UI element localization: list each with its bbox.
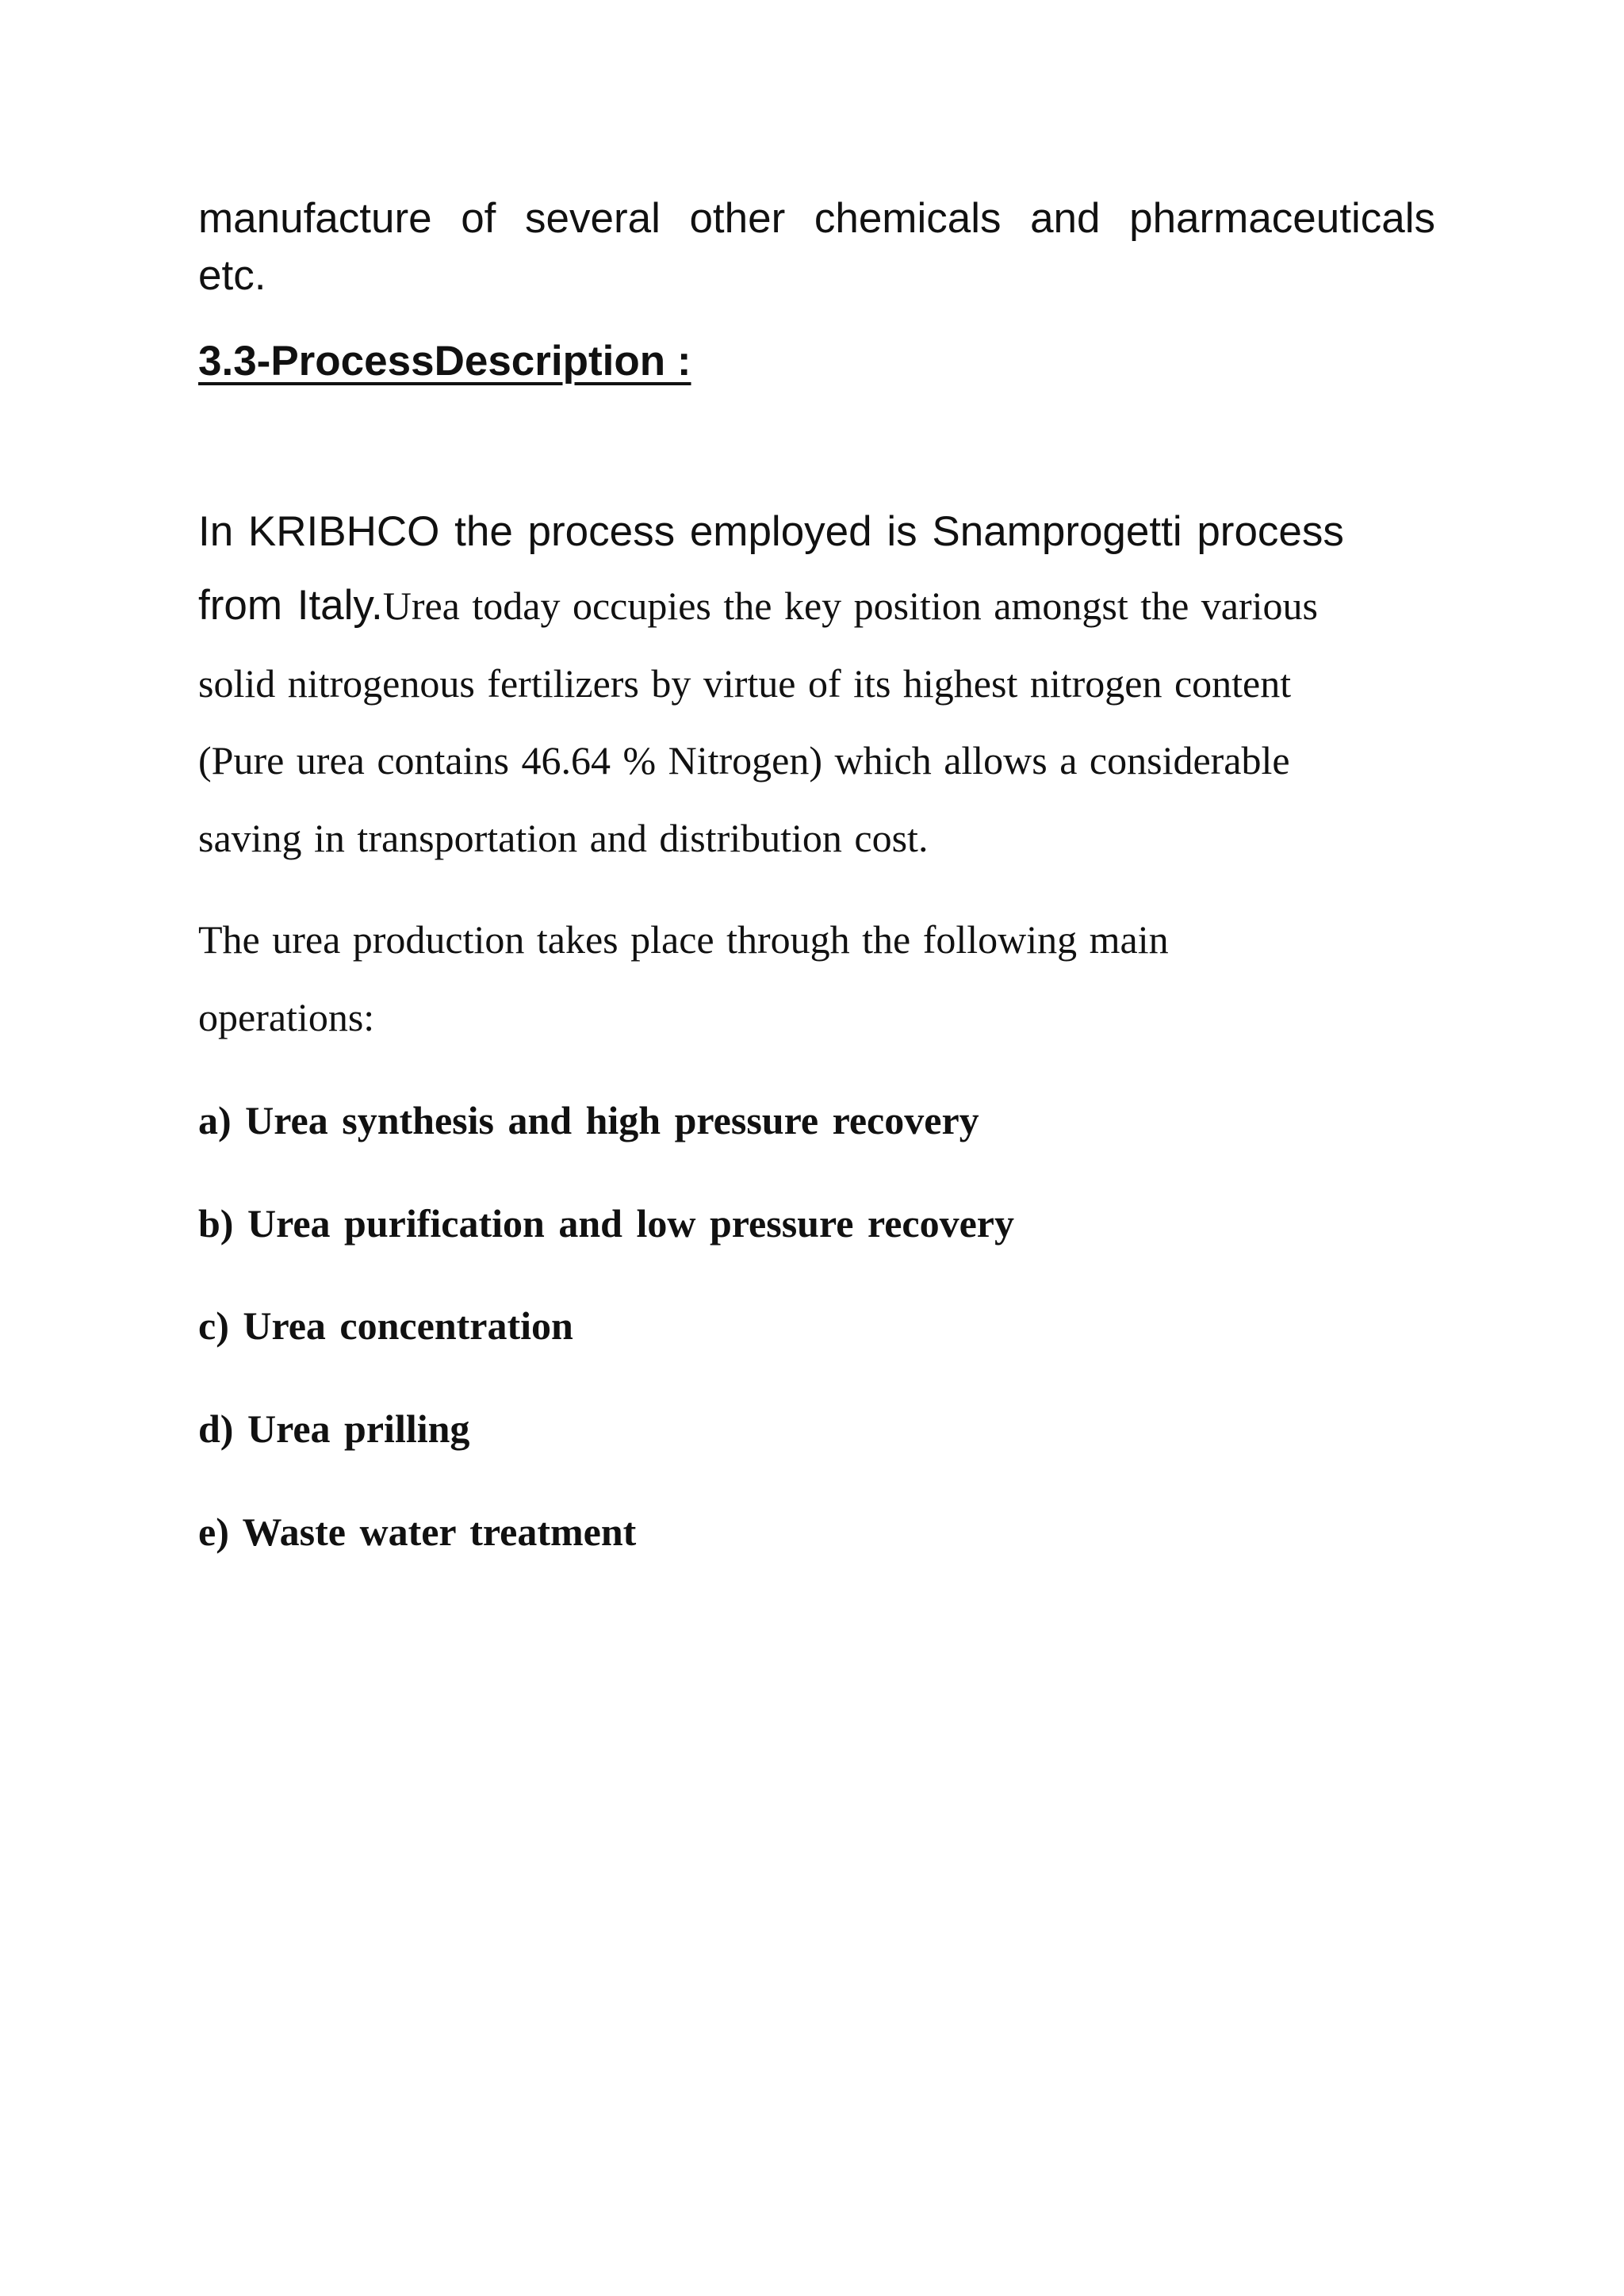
operations-intro-line-2: operations: (198, 995, 375, 1039)
operation-item-b: b) Urea purification and low pressure recovery (198, 1201, 1014, 1246)
operation-item-e: e) Waste water treatment (198, 1510, 637, 1554)
operation-item-c: c) Urea concentration (198, 1303, 573, 1348)
continuation-paragraph (198, 190, 1435, 304)
description-line-3: solid nitrogenous fertilizers by virtue of its highest nitrogen content (198, 661, 1292, 706)
continuation-line-2: etc. (198, 252, 266, 299)
description-line-2 (198, 581, 1318, 629)
description-line-2-sans: from Italy. (198, 582, 383, 629)
description-line-2-serif: Urea today occupies the key position amongst the various (382, 584, 1318, 628)
continuation-line-1: manufacture of several other chemicals and pharmaceuticals (198, 195, 1435, 242)
operations-intro-line-1: The urea production takes place through the following main (198, 917, 1169, 962)
operation-item-a: a) Urea synthesis and high pressure recovery (198, 1098, 979, 1142)
description-line-1: In KRIBHCO the process employed is Snamprogetti process (198, 508, 1344, 555)
description-line-5: saving in transportation and distribution cost. (198, 816, 929, 860)
section-heading: 3.3-ProcessDescription : (198, 338, 691, 385)
description-line-4: (Pure urea contains 46.64 % Nitrogen) which allows a considerable (198, 738, 1290, 783)
operation-item-d: d) Urea prilling (198, 1406, 470, 1451)
